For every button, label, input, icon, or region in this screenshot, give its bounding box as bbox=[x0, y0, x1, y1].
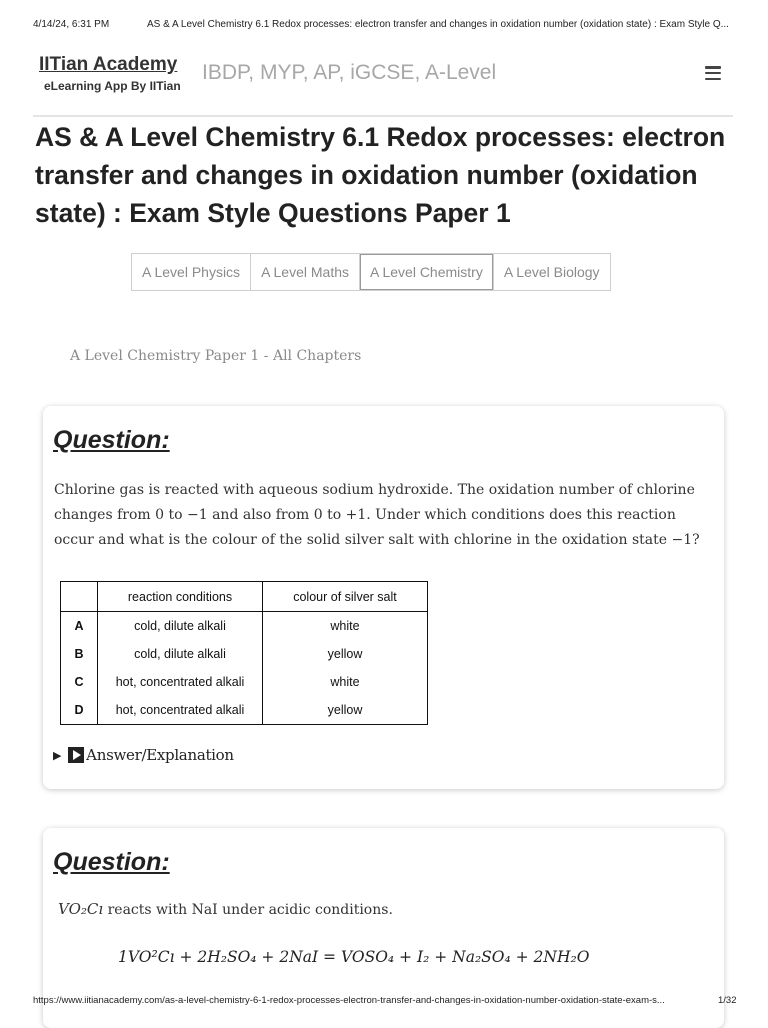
print-header bbox=[0, 0, 768, 34]
table-row bbox=[61, 668, 428, 696]
option-colour: white bbox=[263, 668, 428, 696]
question-card bbox=[43, 406, 724, 789]
option-letter: B bbox=[61, 640, 98, 668]
option-letter: A bbox=[61, 612, 98, 641]
option-conditions: hot, concentrated alkali bbox=[98, 696, 263, 725]
tab-a-level-physics[interactable]: A Level Physics bbox=[132, 254, 251, 290]
option-colour: yellow bbox=[263, 696, 428, 725]
question-heading: Question: bbox=[53, 426, 170, 454]
hamburger-icon[interactable] bbox=[705, 66, 721, 80]
options-table bbox=[60, 581, 428, 725]
chemical-equation: 1VO²Cı + 2H₂SO₄ + 2NaI = VOSO₄ + I₂ + Na₂SO₄ + 2NH₂O bbox=[118, 948, 590, 966]
question-text bbox=[58, 900, 393, 918]
print-date: 4/14/24, 6:31 PM bbox=[33, 19, 110, 30]
page-title: AS & A Level Chemistry 6.1 Redox processes: electron transfer and changes in oxidation number (oxidation state) : Exam Style Questions Paper 1 bbox=[35, 122, 726, 228]
answer-explanation-toggle[interactable] bbox=[53, 746, 234, 764]
option-colour: yellow bbox=[263, 640, 428, 668]
option-conditions: hot, concentrated alkali bbox=[98, 668, 263, 696]
site-header bbox=[0, 50, 768, 114]
table-row bbox=[61, 640, 428, 668]
play-icon bbox=[68, 747, 84, 763]
option-conditions: cold, dilute alkali bbox=[98, 640, 263, 668]
table-header-cell: colour of silver salt bbox=[263, 582, 428, 612]
option-letter: C bbox=[61, 668, 98, 696]
site-tagline: IBDP, MYP, AP, iGCSE, A-Level bbox=[202, 61, 497, 84]
table-header-cell bbox=[61, 582, 98, 612]
page-number: 1/32 bbox=[718, 995, 737, 1006]
table-row bbox=[61, 696, 428, 725]
print-footer bbox=[0, 990, 768, 1020]
question-text: Chlorine gas is reacted with aqueous sodium hydroxide. The oxidation number of chlorine changes from 0 to −1 and also from 0 to +1. Under which conditions does this reaction occur and what is the colour of the solid silver salt with chlorine in the oxidation state −1? bbox=[54, 482, 700, 548]
option-colour: white bbox=[263, 612, 428, 641]
print-title: AS & A Level Chemistry 6.1 Redox processes: electron transfer and changes in oxidation number (oxidation state) : Exam Style Q... bbox=[147, 19, 729, 30]
tab-a-level-maths[interactable]: A Level Maths bbox=[251, 254, 360, 290]
option-conditions: cold, dilute alkali bbox=[98, 612, 263, 641]
print-url: https://www.iitianacademy.com/as-a-level-chemistry-6-1-redox-processes-electron-transfer-and-changes-in-oxidation-number-oxidation-state-exam-s... bbox=[33, 995, 665, 1006]
header-divider bbox=[33, 115, 733, 117]
question-heading: Question: bbox=[53, 848, 170, 876]
all-chapters-link[interactable]: A Level Chemistry Paper 1 - All Chapters bbox=[70, 348, 362, 364]
table-row bbox=[61, 612, 428, 641]
disclosure-triangle-icon: ▶ bbox=[53, 748, 62, 762]
tab-a-level-biology[interactable]: A Level Biology bbox=[503, 264, 600, 280]
table-header-row bbox=[61, 582, 428, 612]
option-letter: D bbox=[61, 696, 98, 725]
table-header-cell: reaction conditions bbox=[98, 582, 263, 612]
logo-link[interactable]: IITian Academy bbox=[39, 54, 178, 75]
tab-a-level-chemistry[interactable]: A Level Chemistry bbox=[360, 254, 494, 290]
chemical-formula: VO₂Cı bbox=[58, 900, 104, 918]
question-text-rest: reacts with NaI under acidic conditions. bbox=[103, 902, 393, 918]
logo-subtitle: eLearning App By IITian bbox=[44, 79, 181, 93]
answer-toggle-label: Answer/Explanation bbox=[86, 746, 234, 764]
subject-tabs bbox=[131, 253, 611, 291]
